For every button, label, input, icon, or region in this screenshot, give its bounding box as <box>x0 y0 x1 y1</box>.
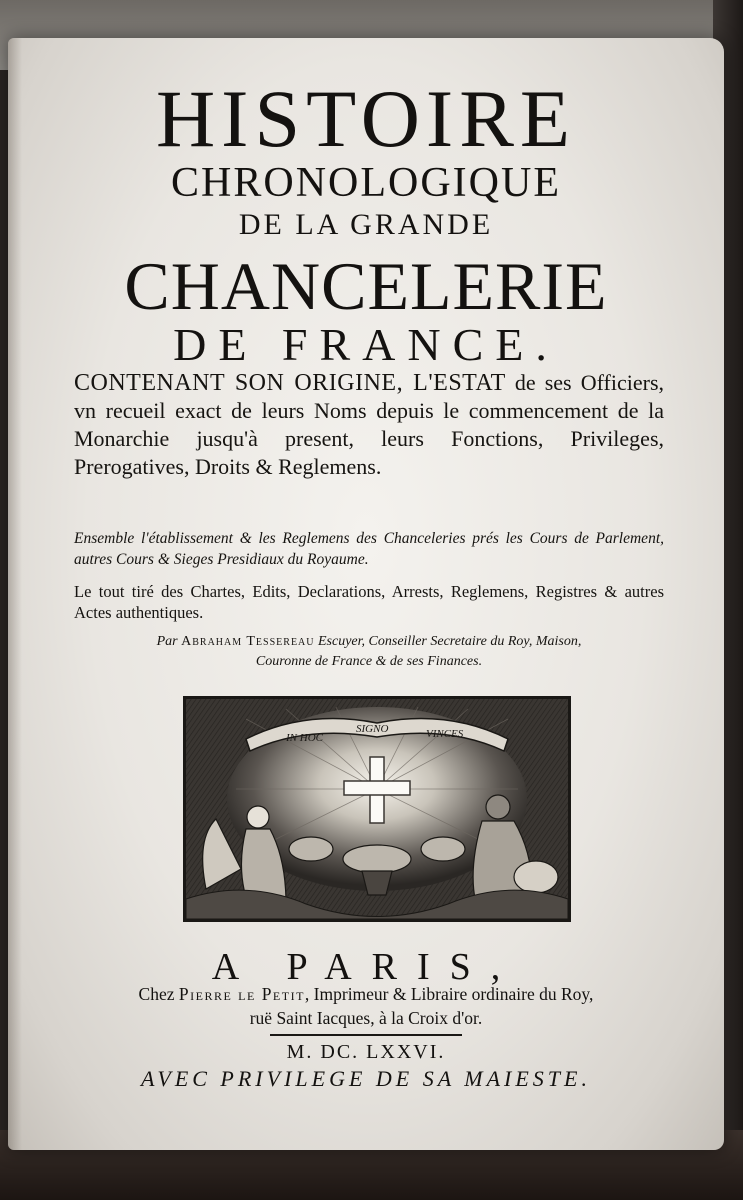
cloud-left <box>289 837 333 861</box>
engraved-vignette <box>183 696 571 922</box>
source-paragraph: Le tout tiré des Chartes, Edits, Declarations, Arrests, Reglemens, Registres & autres Actes authentiques. <box>74 582 664 622</box>
author-name: Abraham Tessereau <box>181 634 315 649</box>
imprint-privilege: AVEC PRIVILEGE DE SA MAIESTE. <box>141 1066 591 1091</box>
title-de-la-grande: DE LA GRANDE <box>238 208 494 241</box>
contents-rest: de ses Officiers, vn recueil exact de leurs Noms depuis le commencement de la Monarchie jusqu'à present, leurs Fonctions, Privileges, Prerogatives, Droits & Reglemens. <box>74 370 665 479</box>
cloud-center <box>343 845 411 873</box>
motto-word-1: IN HOC <box>286 732 323 744</box>
imprint-city: A PARIS, <box>211 946 521 988</box>
altar <box>362 871 392 895</box>
cloud-right <box>421 837 465 861</box>
motto-word-2: SIGNO <box>356 723 389 735</box>
imprint-chez: Chez <box>138 984 175 1004</box>
imprint-divider <box>270 1034 462 1036</box>
author-titles: Escuyer, Conseiller Secretaire du Roy, Maison, <box>318 634 582 649</box>
author-line-1 <box>74 632 664 652</box>
title-de-france: DE FRANCE. <box>173 319 559 370</box>
imprint-address: ruë Saint Iacques, à la Croix d'or. <box>249 1008 483 1028</box>
imprint-printer-name: Pierre le Petit <box>178 984 305 1004</box>
title-histoire: HISTOIRE <box>155 73 577 164</box>
title-page <box>8 38 724 1150</box>
contents-paragraph <box>74 369 664 481</box>
ensemble-paragraph: Ensemble l'établissement & les Reglemens des Chanceleries prés les Cours de Parlement, autres Cours & Sieges Presidiaux du Royaume. <box>74 530 664 568</box>
title-chancelerie: CHANCELERIE <box>124 248 608 324</box>
author-paragraph <box>74 632 664 672</box>
imprint-date: M. DC. LXXVI. <box>286 1041 446 1063</box>
imprint-printer-line <box>8 984 724 1005</box>
motto-word-3: VINCES <box>426 728 464 740</box>
imprint-printer-title: , Imprimeur & Libraire ordinaire du Roy, <box>304 984 594 1004</box>
author-line-2: Couronne de France & de ses Finances. <box>255 654 483 669</box>
title-chronologique: CHRONOLOGIQUE <box>171 160 561 206</box>
contents-lead: CONTENANT SON ORIGINE, L'ESTAT <box>74 370 506 396</box>
vignette-illustration <box>186 699 568 919</box>
author-par: Par <box>156 634 178 649</box>
